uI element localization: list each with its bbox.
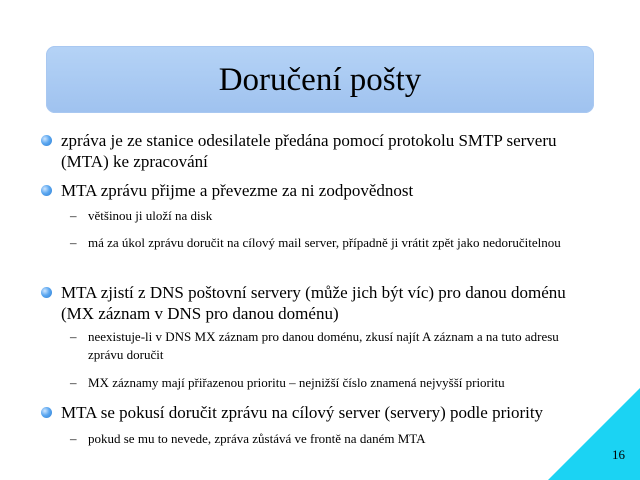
sub-text: MX záznamy mají přiřazenou prioritu – nejnižší číslo znamená nejvyšší prioritu (88, 375, 505, 390)
sub-item (70, 374, 588, 392)
bullet-text: zpráva je ze stanice odesilatele předána pomocí protokolu SMTP serveru (MTA) ke zpracování (61, 131, 557, 171)
dash-icon: – (70, 208, 77, 223)
bullet-item (61, 180, 601, 201)
dash-icon: – (70, 431, 77, 446)
bullet-text: MTA zjistí z DNS poštovní servery (může jich být víc) pro danou doménu (MX záznam v DNS pro danou doménu) (61, 283, 566, 323)
sub-item (70, 207, 588, 225)
dash-icon: – (70, 235, 77, 250)
sub-text: většinou ji uloží na disk (88, 208, 213, 223)
page-number: 16 (612, 447, 625, 462)
bullet-icon (41, 185, 52, 196)
sub-text: pokud se mu to nevede, zpráva zůstává ve frontě na daném MTA (88, 431, 426, 446)
dash-icon: – (70, 375, 77, 390)
sub-item (70, 234, 588, 252)
bullet-item (61, 130, 601, 172)
bullet-text: MTA zprávu přijme a převezme za ni zodpovědnost (61, 181, 414, 200)
bullet-item (61, 282, 601, 324)
sub-item (70, 328, 588, 364)
bullet-icon (41, 287, 52, 298)
sub-text: neexistuje-li v DNS MX záznam pro danou doménu, zkusí najít A záznam a na tuto adresu zprávu doručit (88, 329, 559, 362)
bullet-icon (41, 407, 52, 418)
sub-item (70, 430, 588, 448)
sub-text: má za úkol zprávu doručit na cílový mail server, případně ji vrátit zpět jako nedoručitelnou (88, 235, 561, 250)
dash-icon: – (70, 329, 77, 344)
bullet-item (61, 402, 601, 423)
bullet-text: MTA se pokusí doručit zprávu na cílový server (servery) podle priority (61, 403, 544, 422)
bullet-icon (41, 135, 52, 146)
slide-title: Doručení pošty (218, 62, 422, 98)
corner-decoration (548, 388, 640, 480)
